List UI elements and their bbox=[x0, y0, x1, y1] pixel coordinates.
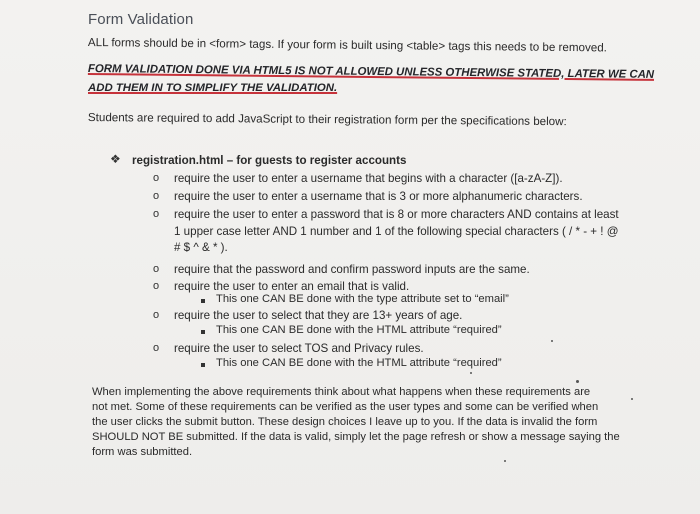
requirement-note: This one CAN BE done with the HTML attribute “required” bbox=[216, 357, 502, 369]
square-bullet-icon bbox=[201, 299, 205, 303]
requirement-item: require the user to enter an email that is valid. bbox=[174, 280, 410, 293]
circle-bullet-icon: o bbox=[153, 208, 160, 220]
circle-bullet-icon: o bbox=[153, 190, 160, 202]
requirement-item: require the user to select TOS and Privacy rules. bbox=[174, 342, 424, 355]
circle-bullet-icon: o bbox=[153, 342, 160, 354]
square-bullet-icon bbox=[201, 363, 205, 367]
closing-paragraph-line: not met. Some of these requirements can be verified as the user types and some can be verified when bbox=[92, 401, 599, 413]
warning-line-2: ADD THEM IN TO SIMPLIFY THE VALIDATION. bbox=[88, 82, 338, 94]
requirement-item: require the user to enter a username that is 3 or more alphanumeric characters. bbox=[174, 190, 583, 203]
stray-mark bbox=[504, 460, 506, 462]
closing-paragraph-line: the user clicks the submit button. These design choices I leave up to you. If the data is invalid the form bbox=[92, 416, 598, 428]
registration-title: registration.html – for guests to register accounts bbox=[132, 154, 407, 167]
closing-paragraph-line: form was submitted. bbox=[92, 446, 193, 458]
warning-line-1: FORM VALIDATION DONE VIA HTML5 IS NOT ALLOWED UNLESS OTHERWISE STATED, LATER WE CAN bbox=[87, 63, 655, 81]
stray-mark bbox=[551, 340, 553, 342]
requirement-note: This one CAN BE done with the HTML attribute “required” bbox=[216, 324, 502, 336]
closing-paragraph-line: When implementing the above requirements think about what happens when these requirements are bbox=[92, 386, 591, 398]
closing-paragraph-line: SHOULD NOT BE submitted. If the data is valid, simply let the page refresh or show a message saying the bbox=[92, 431, 620, 443]
requirement-continuation: # $ ^ & * ). bbox=[174, 241, 228, 254]
requirement-item: require the user to enter a password that is 8 or more characters AND contains at least bbox=[174, 208, 619, 221]
circle-bullet-icon: o bbox=[153, 309, 160, 321]
intro-text: ALL forms should be in <form> tags. If your form is built using <table> tags this needs to be removed. bbox=[87, 36, 607, 55]
requirement-item: require the user to enter a username that begins with a character ([a-zA-Z]). bbox=[174, 172, 563, 185]
stray-mark bbox=[470, 372, 472, 374]
requirement-note: This one CAN BE done with the type attribute set to “email” bbox=[216, 293, 509, 305]
circle-bullet-icon: o bbox=[153, 263, 160, 275]
students-instruction: Students are required to add JavaScript to their registration form per the specifications below: bbox=[87, 111, 567, 129]
stray-mark bbox=[631, 398, 633, 400]
square-bullet-icon bbox=[201, 330, 205, 334]
circle-bullet-icon: o bbox=[153, 172, 160, 184]
requirement-continuation: 1 upper case letter AND 1 number and 1 of the following special characters ( / * - + ! @ bbox=[174, 225, 619, 238]
stray-mark bbox=[576, 380, 579, 383]
diamond-bullet-icon: ❖ bbox=[110, 152, 121, 166]
circle-bullet-icon: o bbox=[153, 280, 160, 292]
requirement-item: require the user to select that they are 13+ years of age. bbox=[174, 309, 463, 322]
page-title: Form Validation bbox=[88, 11, 194, 28]
requirement-item: require that the password and confirm password inputs are the same. bbox=[174, 263, 530, 276]
